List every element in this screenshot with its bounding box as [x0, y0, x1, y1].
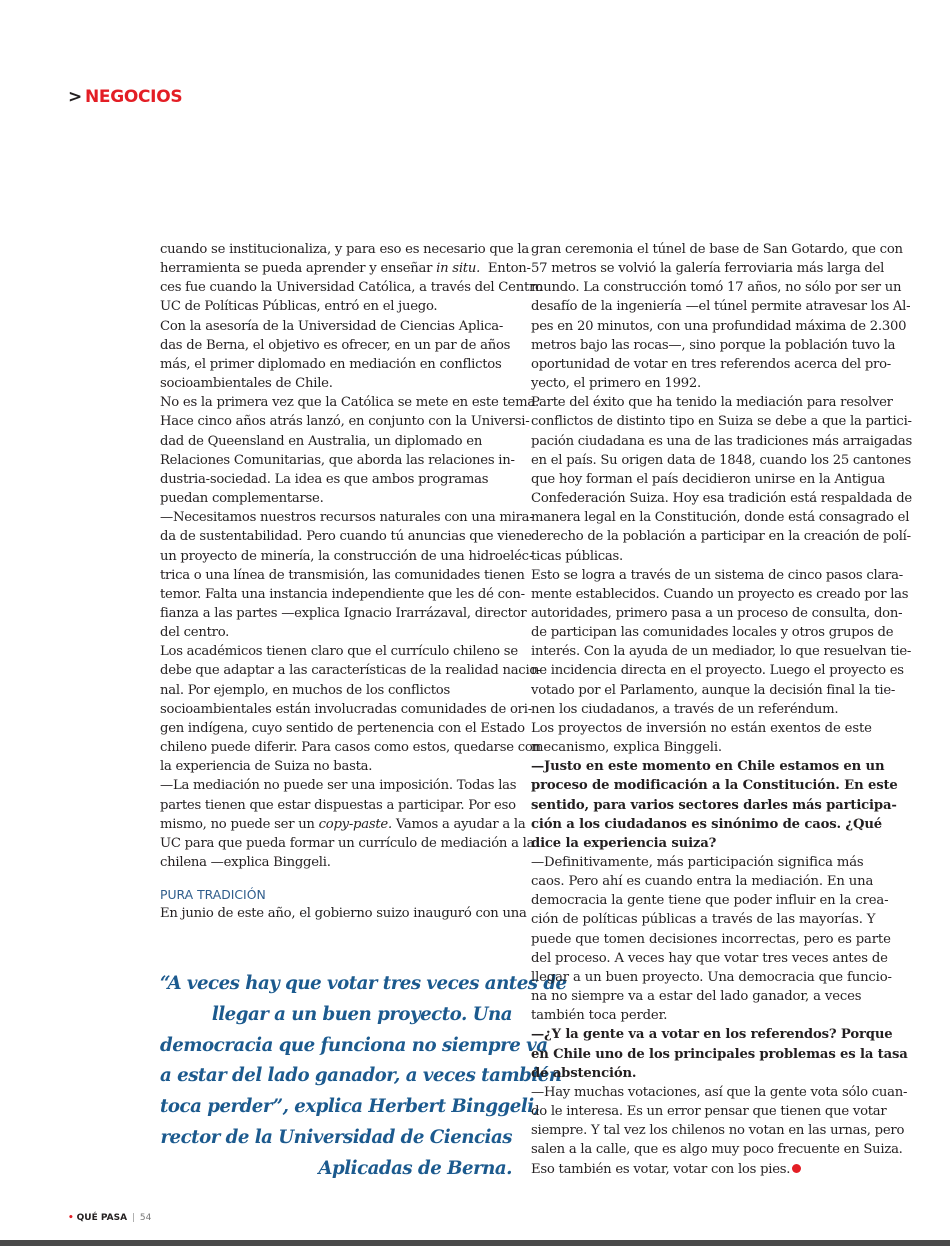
text-line: trica o una línea de transmisión, las comunidades tienen	[160, 567, 525, 583]
text-line: votado por el Parlamento, aunque la decisión final la tie-	[531, 682, 896, 698]
text-line: mundo. La construcción tomó 17 años, no sólo por ser un	[531, 280, 902, 296]
text-line: dad de Queensland en Australia, un diplomado en	[160, 433, 483, 449]
interview-answer	[531, 1083, 908, 1160]
text-line: pes en 20 minutos, con una profundidad máxima de 2.300	[531, 318, 907, 334]
text-line: mecanismo, explica Binggeli.	[531, 740, 722, 756]
text-line: Confederación Suiza. Hoy esa tradición está respaldada de	[531, 491, 912, 507]
text-line: “A veces hay que votar tres veces antes de	[160, 973, 567, 994]
text-line: gen indígena, cuyo sentido de pertenencia con el Estado	[160, 720, 525, 736]
text-line: en Chile uno de los principales problemas es la tasa	[531, 1046, 908, 1062]
text-line: ción de políticas públicas a través de las mayorías. Y	[531, 912, 876, 928]
paragraph-group	[531, 719, 883, 757]
text-line	[160, 259, 531, 278]
text-line: manera legal en la Constitución, donde está consagrado el	[531, 510, 910, 526]
text-line: partes tienen que estar dispuestas a participar. Por eso	[160, 797, 516, 813]
text-line: toca perder”, explica Herbert Binggeli,	[160, 1096, 540, 1118]
text-line: fianza a las partes —explica Ignacio Irarrázaval, director	[160, 605, 527, 621]
article-column-right	[531, 240, 912, 1179]
text-line: nen los ciudadanos, a través de un referéndum.	[531, 701, 839, 717]
paragraph-group	[160, 278, 543, 814]
text-line: temor. Falta una instancia independiente que les dé con-	[160, 586, 525, 602]
text-line: yecto, el primero en 1992.	[531, 376, 701, 392]
text-line: metros bajo las rocas—, sino porque la población tuvo la	[531, 337, 896, 353]
text-line: en el país. Su origen data de 1848, cuando los 25 cantones	[531, 452, 911, 468]
text-run: Eso también es votar, votar con los pies.	[531, 1161, 791, 1177]
text-line: ces fue cuando la Universidad Católica, a través del Centro	[160, 280, 543, 296]
text-line: —Justo en este momento en Chile estamos en un	[531, 759, 885, 775]
text-run: herramienta se pueda aprender y enseñar	[160, 261, 437, 277]
text-line: también toca perder.	[531, 1008, 668, 1024]
text-line: Los académicos tienen claro que el currículo chileno se	[160, 644, 518, 660]
chevron-right-icon: >	[68, 87, 82, 107]
text-line: de participan las comunidades locales y otros grupos de	[531, 625, 894, 641]
text-line: socioambientales están involucradas comunidades de ori-	[160, 701, 532, 717]
text-run: mismo, no puede ser un	[160, 816, 319, 832]
text-line: de abstención.	[531, 1065, 637, 1081]
paragraph-group	[531, 240, 912, 719]
text-line: que hoy forman el país decidieron unirse en la Antigua	[531, 471, 885, 487]
text-line: Relaciones Comunitarias, que aborda las relaciones in-	[160, 452, 515, 468]
text-line: —Necesitamos nuestros recursos naturales con una mira-	[160, 510, 534, 526]
paragraph-group	[160, 904, 527, 923]
italic-term: copy-paste.	[318, 816, 392, 832]
text-line: na no siempre va a estar del lado ganador, a veces	[531, 989, 862, 1005]
text-line: Con la asesoría de la Universidad de Ciencias Aplica-	[160, 318, 504, 334]
magazine-name: QUÉ PASA	[76, 1213, 128, 1223]
text-line: del centro.	[160, 625, 230, 641]
article-column-left	[160, 240, 543, 923]
text-line: llegar a un buen proyecto. Una democracia que funcio-	[531, 969, 892, 985]
text-line: nal. Por ejemplo, en muchos de los conflictos	[160, 682, 451, 698]
page-number: 54	[139, 1213, 152, 1223]
text-line: Los proyectos de inversión no están exentos de este	[531, 720, 872, 736]
text-line: —¿Y la gente va a votar en los referendos? Porque	[531, 1027, 893, 1043]
text-line: —Hay muchas votaciones, así que la gente vota sólo cuan-	[531, 1084, 908, 1100]
paragraph-group	[160, 240, 529, 259]
text-line: ticas públicas.	[531, 548, 623, 564]
text-line: En junio de este año, el gobierno suizo inauguró con una	[160, 906, 527, 922]
text-line: oportunidad de votar en tres referendos acerca del pro-	[531, 356, 891, 372]
text-line: —Definitivamente, más participación significa más	[531, 855, 864, 870]
text-line: chileno puede diferir. Para casos como estos, quedarse con	[160, 740, 541, 756]
end-mark-icon	[792, 1164, 801, 1173]
text-line: 57 metros se volvió la galería ferroviaria más larga del	[531, 261, 885, 277]
text-line: Aplicadas de Berna.	[318, 1157, 512, 1179]
text-line: Parte del éxito que ha tenido la mediación para resolver	[531, 395, 893, 411]
text-line: sentido, para varios sectores darles más participa-	[531, 797, 897, 813]
interview-question	[531, 1025, 908, 1082]
text-line: ne incidencia directa en el proyecto. Luego el proyecto es	[531, 663, 904, 679]
text-line: salen a la calle, que es algo muy poco frecuente en Suiza.	[531, 1142, 903, 1158]
text-line: autoridades, primero pasa a un proceso de consulta, don-	[531, 605, 903, 621]
text-line: gran ceremonia el túnel de base de San Gotardo, que con	[531, 242, 903, 257]
text-line: Hace cinco años atrás lanzó, en conjunto con la Universi-	[160, 414, 530, 430]
interview-question	[531, 757, 898, 853]
text-line: llegar a un buen proyecto. Una	[211, 1003, 512, 1025]
text-line: derecho de la población a participar en la creación de polí-	[531, 529, 911, 545]
text-line: debe que adaptar a las características de la realidad nacio-	[160, 663, 542, 679]
text-line: cuando se institucionaliza, y para eso es necesario que la	[160, 242, 529, 257]
italic-term: in situ.	[436, 261, 481, 277]
text-line: —La mediación no puede ser una imposición. Todas las	[160, 778, 517, 794]
footer-separator: |	[131, 1213, 135, 1223]
text-run: Vamos a ayudar a la	[391, 816, 526, 832]
text-line: proceso de modificación a la Constitución. En este	[531, 778, 898, 794]
bottom-edge-bar	[0, 1240, 950, 1246]
text-line: No es la primera vez que la Católica se mete en este tema.	[160, 395, 539, 411]
text-line: interés. Con la ayuda de un mediador, lo que resuelvan tie-	[531, 644, 912, 660]
section-title: NEGOCIOS	[84, 87, 183, 107]
text-line: siempre. Y tal vez los chilenos no votan en las urnas, pero	[531, 1123, 905, 1139]
footer-bullet-icon: •	[68, 1213, 74, 1223]
text-line: das de Berna, el objetivo es ofrecer, en un par de años	[160, 337, 511, 353]
text-line: da de sustentabilidad. Pero cuando tú anuncias que viene	[160, 529, 532, 545]
text-line: la experiencia de Suiza no basta.	[160, 759, 373, 775]
text-line: del proceso. A veces hay que votar tres veces antes de	[531, 950, 888, 966]
text-line: puede que tomen decisiones incorrectas, pero es parte	[531, 931, 891, 947]
pull-quote	[160, 969, 567, 1185]
text-line: a estar del lado ganador, a veces también	[160, 1065, 562, 1087]
text-line: chilena —explica Binggeli.	[160, 855, 331, 870]
text-line	[531, 1160, 883, 1179]
text-line: socioambientales de Chile.	[160, 376, 333, 392]
interview-answer	[531, 853, 892, 1025]
text-line: UC para que pueda formar un currículo de mediación a la	[160, 835, 535, 851]
text-line: un proyecto de minería, la construcción de una hidroeléc-	[160, 548, 534, 564]
text-line: más, el primer diplomado en mediación en conflictos	[160, 356, 502, 372]
text-line: mente establecidos. Cuando un proyecto es creado por las	[531, 586, 909, 602]
text-line: desafío de la ingeniería —el túnel permite atravesar los Al-	[531, 299, 911, 315]
section-tag	[68, 87, 182, 107]
text-line	[160, 815, 526, 834]
text-line: rector de la Universidad de Ciencias	[160, 1126, 512, 1148]
text-line: democracia que funciona no siempre va	[160, 1034, 548, 1056]
text-line: ción a los ciudadanos es sinónimo de caos. ¿Qué	[531, 816, 883, 832]
section-subhead: PURA TRADICIÓN	[160, 887, 266, 903]
text-line: dustria-sociedad. La idea es que ambos programas	[160, 471, 489, 487]
text-line: pación ciudadana es una de las tradiciones más arraigadas	[531, 433, 912, 449]
text-line: dice la experiencia suiza?	[531, 835, 717, 851]
page-footer	[68, 1213, 151, 1223]
text-line: caos. Pero ahí es cuando entra la mediación. En una	[531, 874, 874, 890]
text-line: do le interesa. Es un error pensar que tienen que votar	[531, 1104, 887, 1120]
text-run: Enton-	[480, 261, 531, 277]
text-line: puedan complementarse.	[160, 491, 324, 507]
text-line: UC de Políticas Públicas, entró en el juego.	[160, 299, 438, 315]
text-line: Esto se logra a través de un sistema de cinco pasos clara-	[531, 567, 903, 583]
paragraph-group	[160, 834, 535, 872]
text-line: conflictos de distinto tipo en Suiza se debe a que la partici-	[531, 414, 912, 430]
text-line: democracia la gente tiene que poder influir en la crea-	[531, 893, 889, 909]
